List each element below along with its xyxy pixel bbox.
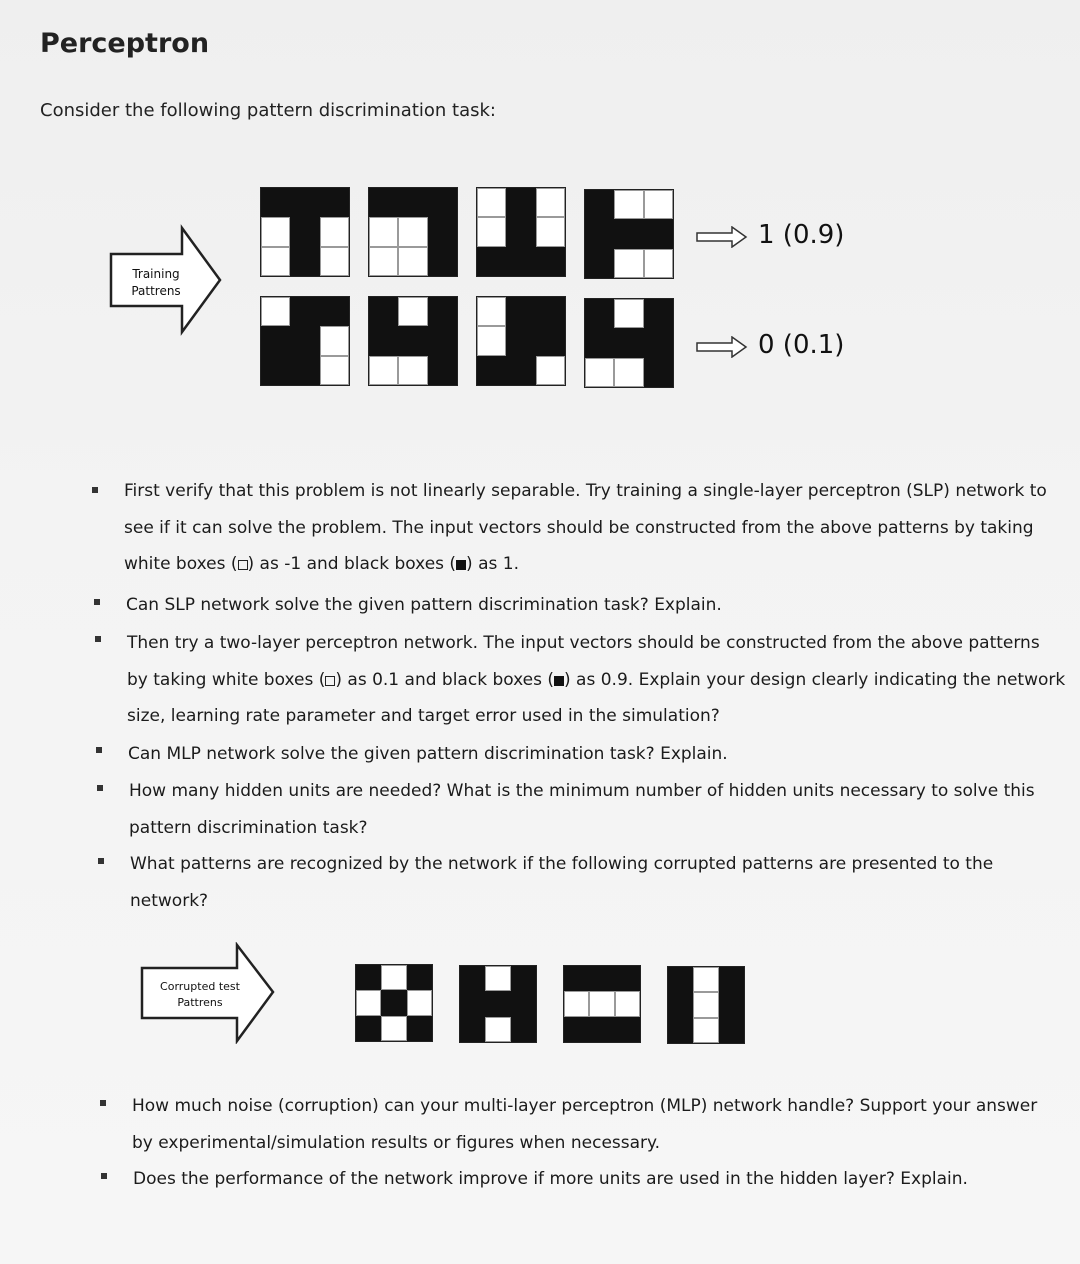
- white-cell: [589, 991, 614, 1016]
- black-cell: [290, 356, 319, 385]
- question-8: Does the performance of the network improve if more units are used in the hidden layer? Explain.: [133, 1169, 968, 1189]
- corrupted-pattern: [459, 965, 537, 1043]
- corrupted-pattern: [667, 966, 745, 1044]
- class1-arrow-icon: [696, 226, 748, 248]
- question-1: First verify that this problem is not linearly separable. Try training a single-layer perceptron (SLP) network to see if it can solve the problem. The input vectors should be constructed from the above patterns by taking white boxes ( ) as -1 and black boxes ( ) as 1.: [124, 481, 1047, 574]
- black-cell: [356, 1016, 381, 1041]
- white-cell: [398, 247, 427, 276]
- black-cell: [614, 328, 643, 357]
- white-cell: [644, 249, 673, 278]
- white-cell: [320, 326, 349, 355]
- question-7: How much noise (corruption) can your multi-layer perceptron (MLP) network handle? Support your answer by experimental/simulation results or figures when necessary.: [132, 1096, 1038, 1153]
- white-cell: [320, 217, 349, 246]
- bullet-marker: [97, 785, 103, 791]
- white-cell: [614, 299, 643, 328]
- black-cell: [290, 188, 319, 217]
- black-cell: [585, 190, 614, 219]
- white-cell: [261, 217, 290, 246]
- intro-text: Consider the following pattern discrimination task:: [40, 100, 496, 121]
- white-cell: [585, 358, 614, 387]
- training-pattern-class1: [260, 187, 350, 277]
- black-box-icon: [554, 676, 564, 686]
- black-cell: [369, 326, 398, 355]
- training-pattern-class1: [584, 189, 674, 279]
- bullet-marker: [100, 1100, 106, 1106]
- white-cell: [614, 190, 643, 219]
- black-cell: [585, 249, 614, 278]
- black-cell: [536, 297, 565, 326]
- black-cell: [320, 188, 349, 217]
- black-cell: [506, 217, 535, 246]
- black-cell: [261, 326, 290, 355]
- black-cell: [506, 326, 535, 355]
- white-cell: [693, 967, 718, 992]
- training-pattern-class0: [260, 296, 350, 386]
- class0-target: 0 (0.1): [758, 330, 845, 360]
- black-cell: [585, 299, 614, 328]
- black-box-icon: [456, 560, 466, 570]
- corrupted-pattern: [355, 964, 433, 1042]
- black-cell: [381, 990, 406, 1015]
- white-cell: [261, 247, 290, 276]
- black-cell: [585, 219, 614, 248]
- bullet-marker: [94, 599, 100, 605]
- black-cell: [407, 965, 432, 990]
- black-cell: [506, 247, 535, 276]
- white-cell: [356, 990, 381, 1015]
- black-cell: [511, 966, 536, 991]
- black-cell: [615, 966, 640, 991]
- white-cell: [536, 188, 565, 217]
- question-3: Then try a two-layer perceptron network. The input vectors should be constructed from the above patterns by taking white boxes ( ) as 0.1 and black boxes ( ) as 0.9. Explain your design clearly indicating the network size, learning rate parameter and target error used in the simulation?: [127, 633, 1066, 726]
- black-cell: [589, 966, 614, 991]
- black-cell: [428, 247, 457, 276]
- white-cell: [564, 991, 589, 1016]
- black-cell: [644, 219, 673, 248]
- black-cell: [460, 966, 485, 991]
- black-cell: [428, 188, 457, 217]
- black-cell: [536, 247, 565, 276]
- black-cell: [719, 967, 744, 992]
- white-cell: [536, 356, 565, 385]
- black-cell: [477, 247, 506, 276]
- black-cell: [668, 1018, 693, 1043]
- bullet-marker: [98, 858, 104, 864]
- black-cell: [428, 217, 457, 246]
- black-cell: [615, 1017, 640, 1042]
- black-cell: [511, 991, 536, 1016]
- black-cell: [614, 219, 643, 248]
- black-cell: [356, 965, 381, 990]
- black-cell: [369, 297, 398, 326]
- black-cell: [398, 326, 427, 355]
- white-cell: [615, 991, 640, 1016]
- black-cell: [290, 326, 319, 355]
- black-cell: [668, 967, 693, 992]
- white-cell: [536, 217, 565, 246]
- white-cell: [369, 247, 398, 276]
- training-pattern-class0: [368, 296, 458, 386]
- white-box-icon: [238, 560, 248, 570]
- corrupted-arrow-label: Corrupted test Pattrens: [160, 980, 240, 1009]
- black-cell: [719, 992, 744, 1017]
- question-5: How many hidden units are needed? What is the minimum number of hidden units necessary to solve this pattern discrimination task?: [129, 781, 1035, 838]
- black-cell: [564, 966, 589, 991]
- white-cell: [644, 190, 673, 219]
- black-cell: [506, 356, 535, 385]
- class0-arrow-icon: [696, 336, 748, 358]
- black-cell: [428, 356, 457, 385]
- white-cell: [398, 217, 427, 246]
- training-pattern-class1: [476, 187, 566, 277]
- white-cell: [407, 990, 432, 1015]
- black-cell: [407, 1016, 432, 1041]
- black-cell: [290, 247, 319, 276]
- black-cell: [369, 188, 398, 217]
- black-cell: [719, 1018, 744, 1043]
- black-cell: [261, 188, 290, 217]
- black-cell: [644, 328, 673, 357]
- question-4: Can MLP network solve the given pattern discrimination task? Explain.: [128, 744, 728, 764]
- training-arrow-label: Training Pattrens: [131, 267, 181, 298]
- white-cell: [477, 217, 506, 246]
- black-cell: [644, 358, 673, 387]
- black-cell: [460, 1017, 485, 1042]
- black-cell: [428, 297, 457, 326]
- white-cell: [398, 356, 427, 385]
- white-cell: [614, 249, 643, 278]
- black-cell: [398, 188, 427, 217]
- white-cell: [477, 188, 506, 217]
- corrupted-pattern: [563, 965, 641, 1043]
- white-cell: [398, 297, 427, 326]
- page-title: Perceptron: [40, 28, 210, 59]
- black-cell: [290, 297, 319, 326]
- black-cell: [585, 328, 614, 357]
- question-2: Can SLP network solve the given pattern discrimination task? Explain.: [126, 595, 722, 615]
- black-cell: [506, 188, 535, 217]
- white-cell: [261, 297, 290, 326]
- black-cell: [460, 991, 485, 1016]
- black-cell: [668, 992, 693, 1017]
- training-pattern-class0: [476, 296, 566, 386]
- black-cell: [506, 297, 535, 326]
- white-cell: [381, 1016, 406, 1041]
- black-cell: [564, 1017, 589, 1042]
- white-cell: [477, 297, 506, 326]
- black-cell: [477, 356, 506, 385]
- black-cell: [644, 299, 673, 328]
- black-cell: [511, 1017, 536, 1042]
- bullet-marker: [95, 636, 101, 642]
- bullet-marker: [92, 487, 98, 493]
- white-cell: [693, 992, 718, 1017]
- question-6: What patterns are recognized by the network if the following corrupted patterns are presented to the network?: [130, 854, 994, 911]
- black-cell: [536, 326, 565, 355]
- black-cell: [290, 217, 319, 246]
- black-cell: [320, 297, 349, 326]
- white-cell: [485, 1017, 510, 1042]
- white-cell: [614, 358, 643, 387]
- training-pattern-class0: [584, 298, 674, 388]
- white-cell: [369, 217, 398, 246]
- black-cell: [428, 326, 457, 355]
- black-cell: [485, 991, 510, 1016]
- white-cell: [485, 966, 510, 991]
- bullet-marker: [96, 747, 102, 753]
- white-cell: [369, 356, 398, 385]
- white-cell: [693, 1018, 718, 1043]
- white-cell: [381, 965, 406, 990]
- white-cell: [320, 247, 349, 276]
- black-cell: [261, 356, 290, 385]
- white-cell: [477, 326, 506, 355]
- bullet-marker: [101, 1173, 107, 1179]
- white-box-icon: [325, 676, 335, 686]
- training-pattern-class1: [368, 187, 458, 277]
- black-cell: [589, 1017, 614, 1042]
- class1-target: 1 (0.9): [758, 220, 845, 250]
- white-cell: [320, 356, 349, 385]
